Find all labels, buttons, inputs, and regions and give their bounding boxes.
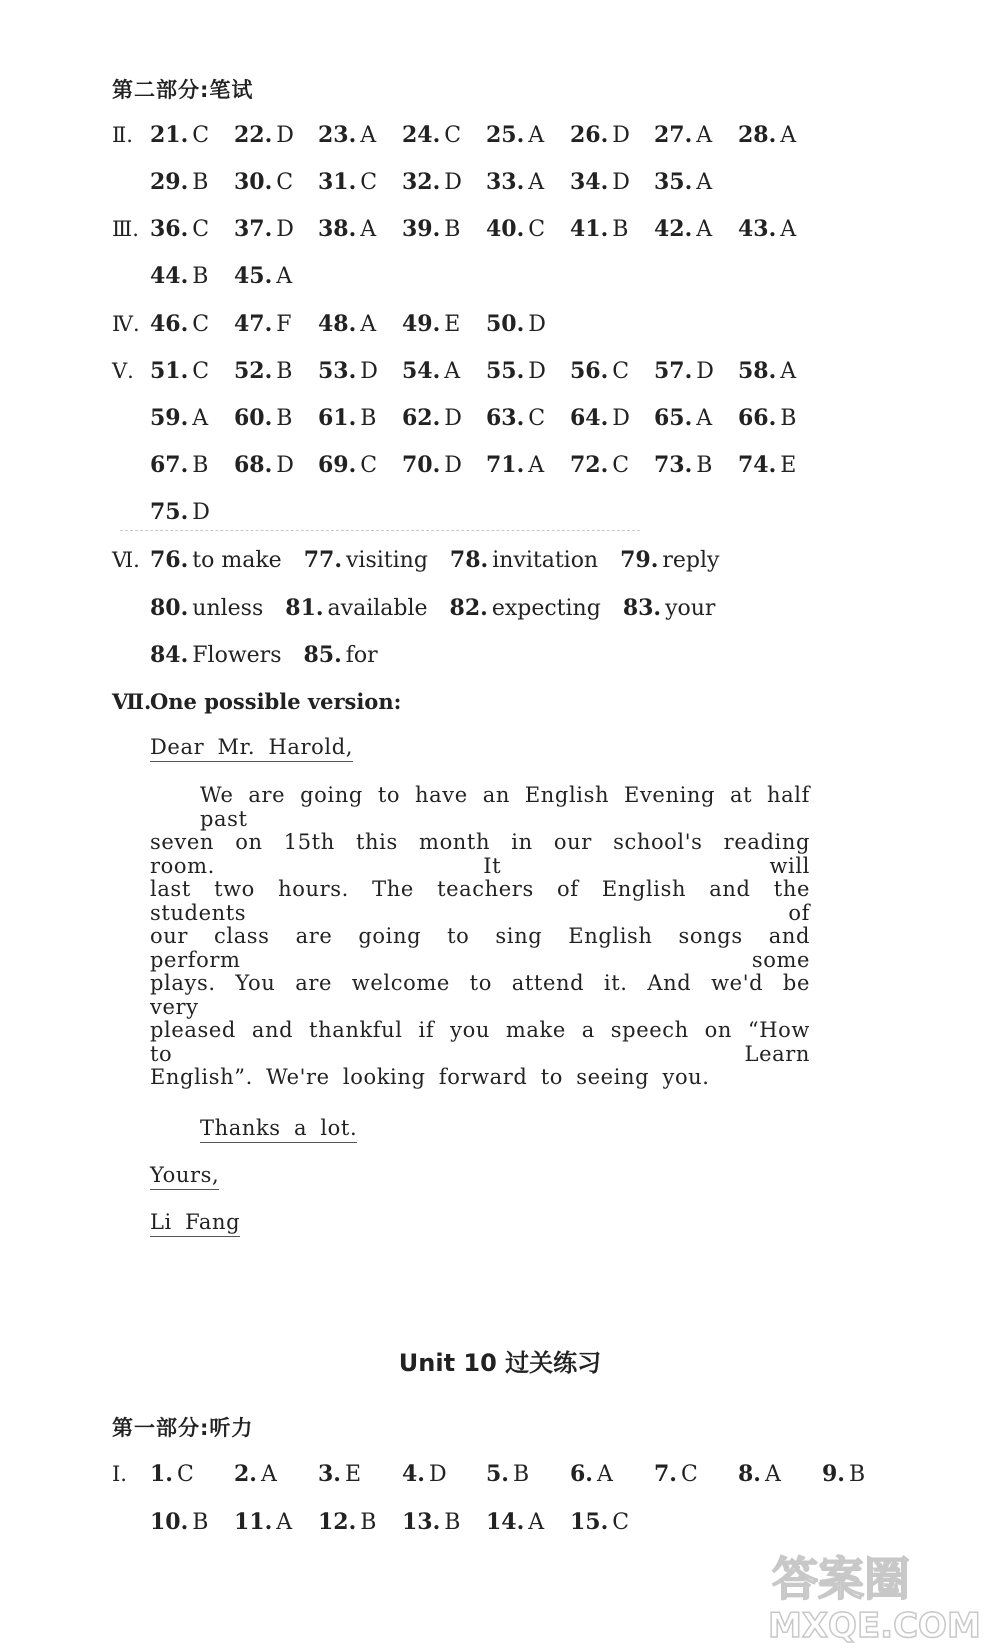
section-vi-roman: Ⅵ. [112,548,140,572]
answer-value: B [360,1510,377,1535]
answer-value: B [192,264,209,289]
letter-body-line: last two hours. The teachers of English and the students of [150,877,810,925]
question-number: 61. [318,405,357,431]
answer-item [150,405,234,431]
section-i-line [150,1509,654,1539]
question-number: 23. [318,122,357,148]
section-v-line [150,452,822,482]
letter-body-line: plays. You are welcome to attend it. And we'd be very [150,971,810,1019]
question-number: 11. [234,1509,273,1535]
answer-value: C [176,1462,194,1487]
question-number: 50. [486,311,525,337]
answer-value: A [780,359,797,384]
answer-item [234,358,318,384]
answer-item [486,1509,570,1535]
answer-item [570,1461,654,1487]
question-number: 62. [402,405,441,431]
answer-item [486,169,570,195]
letter-closing: Yours, [150,1163,810,1187]
answer-item [150,1461,234,1487]
answer-value: B [696,453,713,478]
question-number: 29. [150,169,189,195]
section-v-roman: Ⅴ. [112,359,134,383]
answer-value: Flowers [192,643,282,668]
answer-value: invitation [492,548,599,573]
answer-value: D [528,359,546,384]
answer-item [486,358,570,384]
answer-item [234,263,318,289]
question-number: 27. [654,122,693,148]
answer-value: A [276,1510,293,1535]
answer-value: A [528,123,545,148]
answer-value: C [192,312,210,337]
answer-item [150,216,234,242]
question-number: 40. [486,216,525,242]
answer-value: A [276,264,293,289]
answer-value: A [360,312,377,337]
answer-value: C [192,123,210,148]
answer-item [654,452,738,478]
answer-item [450,547,598,573]
answer-value: C [612,453,630,478]
answer-item [738,216,822,242]
answer-value: C [528,217,546,242]
section-iii-roman: Ⅲ. [112,217,139,241]
question-number: 35. [654,169,693,195]
question-number: 28. [738,122,777,148]
answer-item [402,216,486,242]
answer-item [486,122,570,148]
scan-artifact-line [120,530,640,531]
answer-item [620,547,719,573]
answer-value: A [192,406,209,431]
answer-item [450,595,601,621]
answer-item [822,1461,906,1487]
question-number: 8. [738,1461,761,1487]
answer-item [150,169,234,195]
answer-value: B [192,1510,209,1535]
answer-value: A [260,1462,277,1487]
section-iv-roman: Ⅳ. [112,312,140,336]
answer-value: A [696,170,713,195]
answer-value: B [444,217,461,242]
answer-value: C [528,406,546,431]
answer-item [654,122,738,148]
question-number: 65. [654,405,693,431]
letter-body-line: seven on 15th this month in our school's reading room. It will [150,830,810,878]
answer-value: B [848,1462,866,1487]
answer-item [486,452,570,478]
answer-value: A [696,217,713,242]
answer-value: A [696,406,713,431]
question-number: 15. [570,1509,609,1535]
answer-item [654,169,738,195]
question-number: 70. [402,452,441,478]
letter-body-line: pleased and thankful if you make a speech on “How to Learn [150,1018,810,1066]
question-number: 59. [150,405,189,431]
answer-value: D [360,359,378,384]
answer-item [570,405,654,431]
question-number: 33. [486,169,525,195]
question-number: 5. [486,1461,509,1487]
question-number: 79. [620,547,659,573]
answer-item [318,122,402,148]
answer-item [150,595,263,621]
question-number: 24. [402,122,441,148]
answer-item [486,1461,570,1487]
section-vii-roman: Ⅶ. [112,689,152,714]
question-number: 78. [449,547,489,573]
section-v-line [150,405,822,435]
question-number: 37. [234,216,273,242]
answer-item [150,499,234,525]
answer-item [738,405,822,431]
answer-item [654,1461,738,1487]
answer-value: C [680,1462,698,1487]
question-number: 3. [318,1461,341,1487]
answer-item [150,122,234,148]
answer-item [150,1509,234,1535]
question-number: 73. [654,452,693,478]
section-v-line [150,499,234,529]
question-number: 48. [318,311,357,337]
answer-value: E [444,312,461,337]
question-number: 12. [318,1509,357,1535]
answer-item [234,169,318,195]
section-v-line [112,358,822,388]
answer-item [234,1461,318,1487]
answer-value: A [444,359,461,384]
answer-value: C [192,359,210,384]
answer-item [234,452,318,478]
answer-item [402,122,486,148]
answer-value: C [612,359,630,384]
question-number: 81. [285,595,324,621]
answer-value: D [444,453,462,478]
answer-item [738,452,822,478]
section-iii-line [112,216,822,246]
answer-item [570,169,654,195]
part2-heading: 第二部分:笔试 [112,78,254,102]
answer-item [150,311,234,337]
answer-value: for [345,643,378,668]
question-number: 58. [738,358,777,384]
answer-value: B [612,217,629,242]
question-number: 85. [303,642,342,668]
answer-item [318,405,402,431]
answer-value: unless [192,596,264,621]
answer-value: F [276,312,292,337]
question-number: 4. [402,1461,425,1487]
question-number: 10. [150,1509,189,1535]
question-number: 7. [654,1461,677,1487]
question-number: 56. [570,358,609,384]
answer-item [486,216,570,242]
question-number: 66. [738,405,777,431]
question-number: 60. [234,405,273,431]
answer-value: B [360,406,377,431]
answer-item [303,642,377,668]
answer-item [234,1509,318,1535]
answer-item [150,547,282,573]
section-i-roman: Ⅰ. [112,1462,127,1486]
answer-item [570,452,654,478]
answer-item [402,1509,486,1535]
question-number: 63. [486,405,525,431]
answer-value: reply [662,548,720,573]
answer-item [234,122,318,148]
question-number: 82. [449,595,488,621]
answer-item [304,547,428,573]
letter-body-line: English”. We're looking forward to seeing you. [150,1065,710,1089]
section-ii-roman: Ⅱ. [112,123,133,147]
answer-value: D [528,312,546,337]
answer-value: A [764,1462,781,1487]
answer-item [654,405,738,431]
question-number: 25. [486,122,525,148]
answer-item [402,358,486,384]
answer-value: to make [192,548,282,573]
question-number: 64. [570,405,609,431]
question-number: 57. [654,358,693,384]
section-ii-line [150,169,738,199]
question-number: 84. [150,642,189,668]
question-number: 53. [318,358,357,384]
answer-item [570,216,654,242]
answer-item [318,358,402,384]
question-number: 76. [150,547,189,573]
question-number: 31. [318,169,357,195]
answer-value: A [780,217,797,242]
question-number: 30. [234,169,273,195]
answer-value: A [528,453,545,478]
answer-value: D [428,1462,447,1487]
answer-item [150,263,234,289]
question-number: 46. [150,311,189,337]
answer-value: your [665,596,716,621]
answer-value: D [276,123,294,148]
section-iii-line [150,263,318,293]
question-number: 52. [234,358,273,384]
answer-item [318,452,402,478]
question-number: 34. [570,169,609,195]
answer-value: C [612,1510,630,1535]
answer-value: E [780,453,797,478]
answer-item [318,1461,402,1487]
answer-item [402,405,486,431]
question-number: 44. [150,263,189,289]
question-number: 55. [486,358,525,384]
answer-value: D [192,500,210,525]
question-number: 13. [402,1509,441,1535]
answer-item [738,1461,822,1487]
answer-item [486,311,570,337]
answer-value: C [192,217,210,242]
question-number: 75. [150,499,189,525]
watermark-top-text: 答案圈 [772,1552,910,1606]
answer-value: B [276,406,293,431]
answer-value: visiting [345,548,428,573]
answer-value: A [780,123,797,148]
section-iv-line [112,311,570,341]
question-number: 68. [234,452,273,478]
answer-value: C [360,453,378,478]
answer-item [318,216,402,242]
question-number: 21. [150,122,189,148]
answer-item [402,452,486,478]
answer-item [318,311,402,337]
answer-item [150,452,234,478]
question-number: 49. [402,311,441,337]
question-number: 38. [318,216,357,242]
answer-value: B [276,359,293,384]
question-number: 42. [654,216,693,242]
answer-value: B [444,1510,461,1535]
answer-item [318,1509,402,1535]
question-number: 26. [570,122,609,148]
answer-value: A [528,1510,545,1535]
answer-value: B [512,1462,530,1487]
answer-item [623,595,716,621]
letter-body-line: We are going to have an English Evening at half past [200,783,810,831]
question-number: 51. [150,358,189,384]
question-number: 47. [234,311,273,337]
letter-thanks: Thanks a lot. [200,1116,810,1140]
answer-value: D [276,453,294,478]
answer-item [234,216,318,242]
section-vii-label [112,689,401,714]
answer-value: D [696,359,714,384]
answer-value: B [192,170,209,195]
answer-value: D [612,170,630,195]
question-number: 83. [622,595,662,621]
answer-item [318,169,402,195]
answer-item [402,169,486,195]
question-number: 67. [150,452,189,478]
answer-item [234,405,318,431]
question-number: 54. [402,358,441,384]
answer-value: A [696,123,713,148]
answer-item [402,311,486,337]
section-vi-line [112,547,741,577]
answer-item [654,358,738,384]
answer-item [486,405,570,431]
question-number: 32. [402,169,441,195]
question-number: 69. [318,452,357,478]
watermark-logo [762,1537,992,1647]
answer-value: available [327,596,428,621]
answer-value: D [276,217,294,242]
part1-heading: 第一部分:听力 [112,1416,254,1440]
version-label: One possible version: [150,689,402,714]
answer-value: D [612,123,630,148]
watermark-bottom-text: MXQE.COM [768,1606,981,1646]
letter-greeting: Dear Mr. Harold, [150,735,810,759]
answer-value: B [780,406,797,431]
question-number: 77. [303,547,342,573]
answer-value: E [344,1462,362,1487]
answer-item [150,642,281,668]
answer-item [654,216,738,242]
question-number: 41. [570,216,609,242]
letter-signature: Li Fang [150,1210,810,1234]
question-number: 74. [738,452,777,478]
question-number: 72. [570,452,609,478]
answer-value: C [360,170,378,195]
section-vi-line [150,595,737,625]
answer-value: expecting [491,596,601,621]
letter-body-line: our class are going to sing English songs and perform some [150,924,810,972]
question-number: 14. [486,1509,525,1535]
answer-value: A [360,123,377,148]
unit-title: Unit 10 过关练习 [398,1349,602,1377]
question-number: 2. [234,1461,257,1487]
question-number: 43. [738,216,777,242]
answer-value: C [444,123,462,148]
question-number: 6. [570,1461,593,1487]
question-number: 1. [150,1461,173,1487]
answer-item [570,1509,654,1535]
section-i-line [112,1461,906,1491]
question-number: 9. [822,1461,845,1487]
answer-value: C [276,170,294,195]
answer-item [402,1461,486,1487]
answer-item [738,122,822,148]
question-number: 36. [150,216,189,242]
answer-item [570,358,654,384]
answer-item [234,311,318,337]
question-number: 71. [486,452,525,478]
answer-value: A [360,217,377,242]
question-number: 80. [150,595,189,621]
question-number: 45. [234,263,273,289]
answer-value: A [528,170,545,195]
answer-value: B [192,453,209,478]
question-number: 22. [234,122,273,148]
answer-item [738,358,822,384]
answer-value: D [612,406,630,431]
answer-value: D [444,170,462,195]
answer-item [570,122,654,148]
answer-item [285,595,427,621]
question-number: 39. [402,216,441,242]
section-ii-line [112,122,822,152]
answer-value: D [444,406,462,431]
answer-value: A [596,1462,613,1487]
answer-item [150,358,234,384]
section-vi-line [150,642,400,672]
